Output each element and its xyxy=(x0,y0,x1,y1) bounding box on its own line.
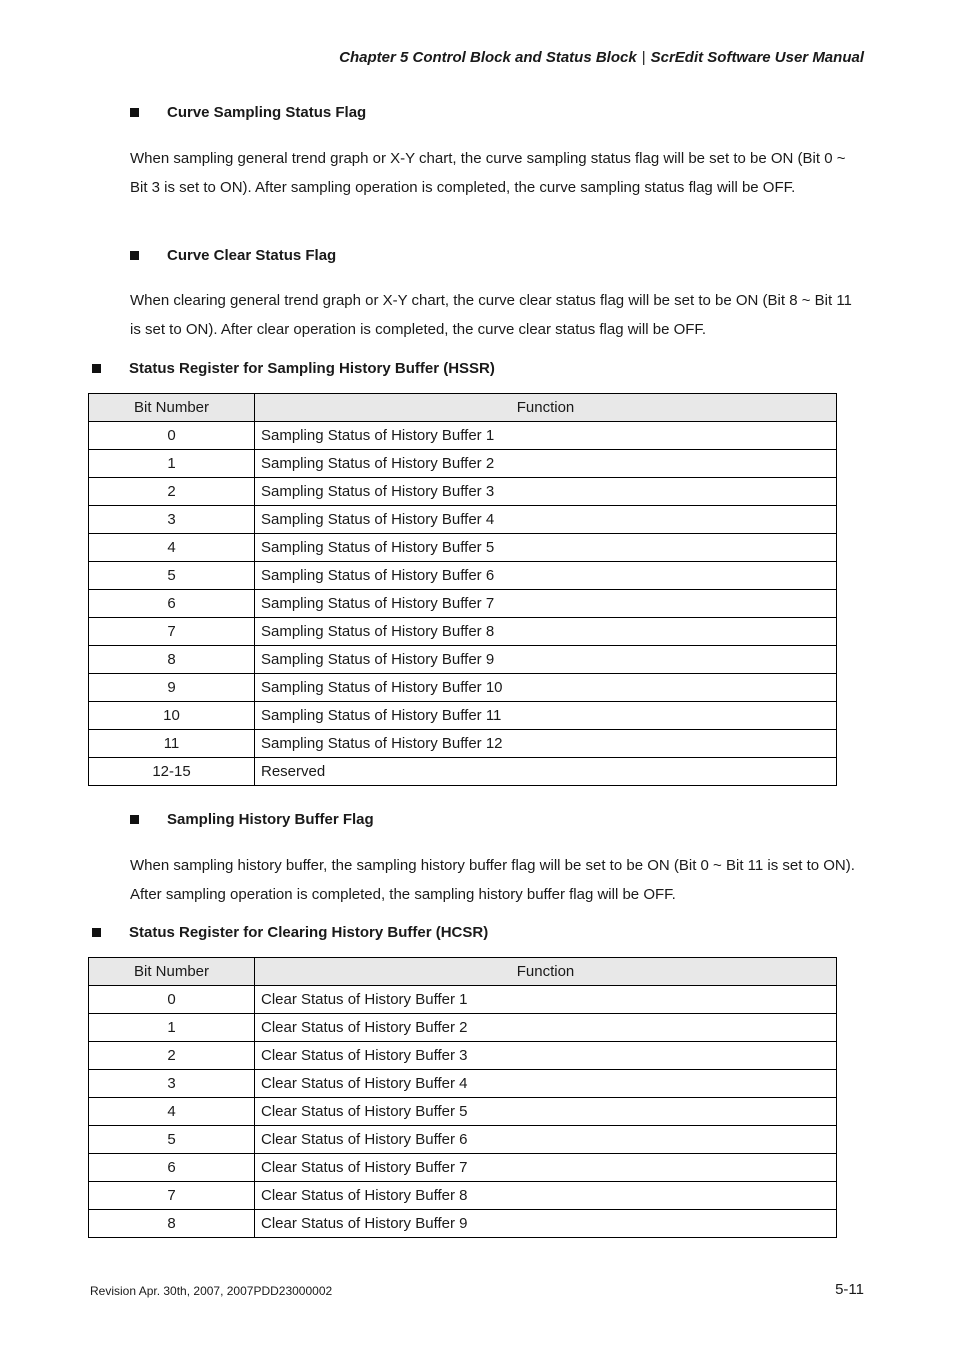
function-cell: Sampling Status of History Buffer 5 xyxy=(255,534,837,562)
function-cell: Clear Status of History Buffer 8 xyxy=(255,1182,837,1210)
page-header xyxy=(339,49,864,66)
table-row xyxy=(89,590,837,618)
table-row xyxy=(89,1126,837,1154)
heading-text: Curve Clear Status Flag xyxy=(167,247,337,264)
function-cell: Sampling Status of History Buffer 9 xyxy=(255,646,837,674)
table-row xyxy=(89,674,837,702)
hssr-table xyxy=(88,393,837,786)
bit-number-cell: 11 xyxy=(89,730,255,758)
table-row xyxy=(89,1014,837,1042)
function-cell: Clear Status of History Buffer 9 xyxy=(255,1210,837,1238)
function-cell: Sampling Status of History Buffer 2 xyxy=(255,450,837,478)
column-header-function: Function xyxy=(255,394,837,422)
paragraph-sampling-history: When sampling history buffer, the sampling history buffer flag will be set to be ON (Bit 0 ~ Bit 11 is set to ON). After sampling operation is completed, the sampling history buffer flag will be OFF. xyxy=(130,857,855,903)
heading-hssr xyxy=(92,360,495,377)
table-row xyxy=(89,1210,837,1238)
bit-number-cell: 0 xyxy=(89,422,255,450)
heading-curve-sampling xyxy=(130,104,366,121)
function-cell: Reserved xyxy=(255,758,837,786)
column-header-function: Function xyxy=(255,958,837,986)
heading-curve-clear xyxy=(130,247,336,264)
function-cell: Clear Status of History Buffer 1 xyxy=(255,986,837,1014)
table-row xyxy=(89,730,837,758)
bit-number-cell: 10 xyxy=(89,702,255,730)
bit-number-cell: 5 xyxy=(89,1126,255,1154)
chapter-title: Chapter 5 Control Block and Status Block xyxy=(339,49,637,66)
table-row xyxy=(89,422,837,450)
square-bullet-icon xyxy=(92,928,101,937)
bit-number-cell: 2 xyxy=(89,1042,255,1070)
table-row xyxy=(89,986,837,1014)
function-cell: Sampling Status of History Buffer 4 xyxy=(255,506,837,534)
table-row xyxy=(89,1070,837,1098)
table-header-row xyxy=(89,394,837,422)
paragraph-curve-sampling: When sampling general trend graph or X-Y chart, the curve sampling status flag will be set to be ON (Bit 0 ~ Bit 3 is set to ON). After sampling operation is completed, the curve sampling status flag will be OFF. xyxy=(130,150,846,196)
bit-number-cell: 4 xyxy=(89,1098,255,1126)
function-cell: Sampling Status of History Buffer 1 xyxy=(255,422,837,450)
bit-number-cell: 3 xyxy=(89,1070,255,1098)
heading-sampling-history xyxy=(130,811,374,828)
heading-text: Status Register for Sampling History Buffer (HSSR) xyxy=(129,360,495,377)
table-row xyxy=(89,702,837,730)
square-bullet-icon xyxy=(92,364,101,373)
bit-number-cell: 6 xyxy=(89,590,255,618)
function-cell: Sampling Status of History Buffer 11 xyxy=(255,702,837,730)
table-row xyxy=(89,1182,837,1210)
square-bullet-icon xyxy=(130,251,139,260)
function-cell: Sampling Status of History Buffer 12 xyxy=(255,730,837,758)
bit-number-cell: 3 xyxy=(89,506,255,534)
function-cell: Sampling Status of History Buffer 7 xyxy=(255,590,837,618)
bit-number-cell: 7 xyxy=(89,1182,255,1210)
bit-number-cell: 6 xyxy=(89,1154,255,1182)
bit-number-cell: 4 xyxy=(89,534,255,562)
function-cell: Clear Status of History Buffer 5 xyxy=(255,1098,837,1126)
bit-number-cell: 2 xyxy=(89,478,255,506)
page-number: 5-11 xyxy=(835,1281,864,1298)
bit-number-cell: 9 xyxy=(89,674,255,702)
bit-number-cell: 1 xyxy=(89,1014,255,1042)
function-cell: Sampling Status of History Buffer 8 xyxy=(255,618,837,646)
manual-title: ScrEdit Software User Manual xyxy=(650,49,864,66)
function-cell: Sampling Status of History Buffer 10 xyxy=(255,674,837,702)
function-cell: Clear Status of History Buffer 3 xyxy=(255,1042,837,1070)
footer-revision: Revision Apr. 30th, 2007, 2007PDD23000002 xyxy=(90,1284,333,1298)
heading-text: Sampling History Buffer Flag xyxy=(167,811,374,828)
table-header-row xyxy=(89,958,837,986)
function-cell: Sampling Status of History Buffer 6 xyxy=(255,562,837,590)
square-bullet-icon xyxy=(130,815,139,824)
hcsr-table xyxy=(88,957,837,1238)
paragraph-curve-clear: When clearing general trend graph or X-Y chart, the curve clear status flag will be set to be ON (Bit 8 ~ Bit 11 is set to ON). After clear operation is completed, the curve clear status flag will be OFF. xyxy=(130,292,852,338)
table-row xyxy=(89,758,837,786)
header-separator: | xyxy=(641,49,646,66)
table-row xyxy=(89,562,837,590)
table-row xyxy=(89,506,837,534)
function-cell: Clear Status of History Buffer 2 xyxy=(255,1014,837,1042)
function-cell: Sampling Status of History Buffer 3 xyxy=(255,478,837,506)
square-bullet-icon xyxy=(130,108,139,117)
table-row xyxy=(89,478,837,506)
bit-number-cell: 12-15 xyxy=(89,758,255,786)
function-cell: Clear Status of History Buffer 4 xyxy=(255,1070,837,1098)
table-row xyxy=(89,1042,837,1070)
heading-text: Curve Sampling Status Flag xyxy=(167,104,367,121)
table-row xyxy=(89,450,837,478)
column-header-bit-number: Bit Number xyxy=(89,394,255,422)
heading-text: Status Register for Clearing History Buffer (HCSR) xyxy=(129,924,489,941)
table-row xyxy=(89,534,837,562)
function-cell: Clear Status of History Buffer 6 xyxy=(255,1126,837,1154)
heading-hcsr xyxy=(92,924,488,941)
table-row xyxy=(89,646,837,674)
table-row xyxy=(89,618,837,646)
bit-number-cell: 8 xyxy=(89,1210,255,1238)
function-cell: Clear Status of History Buffer 7 xyxy=(255,1154,837,1182)
column-header-bit-number: Bit Number xyxy=(89,958,255,986)
bit-number-cell: 0 xyxy=(89,986,255,1014)
bit-number-cell: 5 xyxy=(89,562,255,590)
table-row xyxy=(89,1154,837,1182)
table-row xyxy=(89,1098,837,1126)
bit-number-cell: 8 xyxy=(89,646,255,674)
bit-number-cell: 1 xyxy=(89,450,255,478)
bit-number-cell: 7 xyxy=(89,618,255,646)
